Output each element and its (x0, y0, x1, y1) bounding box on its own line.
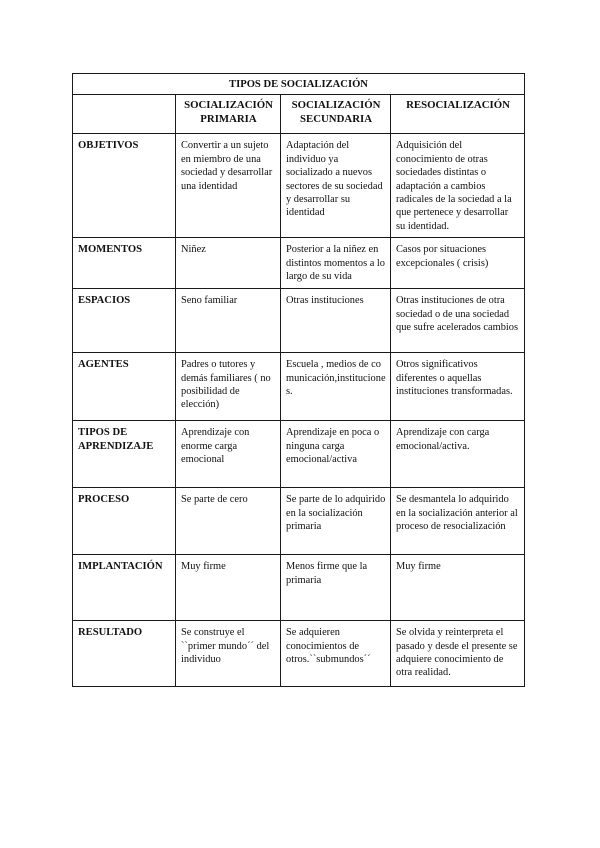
cell-resocializacion: Otras instituciones de otra sociedad o de una sociedad que sufre acelerados cambios (391, 289, 525, 353)
table-row (73, 353, 525, 421)
cell-secundaria: Otras instituciones (281, 289, 391, 353)
cell-primaria: Aprendizaje con enorme carga emocional (176, 421, 281, 488)
row-label: OBJETIVOS (73, 134, 176, 238)
socialization-table (72, 73, 525, 687)
cell-secundaria: Se adquieren conocimientos de otros.``submundos´´ (281, 621, 391, 687)
cell-resocializacion: Aprendizaje con carga emocional/activa. (391, 421, 525, 488)
cell-primaria: Se construye el ``primer mundo´´ del individuo (176, 621, 281, 687)
cell-primaria: Convertir a un sujeto en miembro de una sociedad y desarrollar una identidad (176, 134, 281, 238)
table-row (73, 621, 525, 687)
row-label: AGENTES (73, 353, 176, 421)
cell-resocializacion: Se desmantela lo adquirido en la socialización anterior al proceso de resocialización (391, 488, 525, 555)
cell-secundaria: Escuela , medios de comunicación,instituciones. (281, 353, 391, 421)
cell-resocializacion: Muy firme (391, 555, 525, 621)
header-resocializacion: RESOCIALIZACIÓN (391, 95, 525, 134)
document-page (72, 73, 524, 687)
cell-primaria: Niñez (176, 238, 281, 289)
cell-primaria: Se parte de cero (176, 488, 281, 555)
cell-primaria: Seno familiar (176, 289, 281, 353)
cell-resocializacion: Se olvida y reinterpreta el pasado y desde el presente se adquiere conocimiento de otra realidad. (391, 621, 525, 687)
cell-resocializacion: Casos por situaciones excepcionales ( crisis) (391, 238, 525, 289)
cell-secundaria: Menos firme que la primaria (281, 555, 391, 621)
header-primaria: SOCIALIZACIÓN PRIMARIA (176, 95, 281, 134)
table-row (73, 134, 525, 238)
cell-primaria: Muy firme (176, 555, 281, 621)
row-label: RESULTADO (73, 621, 176, 687)
table-row (73, 238, 525, 289)
table-title-row (73, 74, 525, 95)
row-label: IMPLANTACIÓN (73, 555, 176, 621)
cell-resocializacion: Adquisición del conocimiento de otras sociedades distintas o adaptación a cambios radicales de la sociedad a la que pertenece y desarrollar su identidad. (391, 134, 525, 238)
table-header-row (73, 95, 525, 134)
cell-secundaria: Adaptación del individuo ya socializado a nuevos sectores de su sociedad y desarrollar su identidad (281, 134, 391, 238)
cell-secundaria: Posterior a la niñez en distintos momentos a lo largo de su vida (281, 238, 391, 289)
cell-primaria: Padres o tutores y demás familiares ( no posibilidad de elección) (176, 353, 281, 421)
table-title: TIPOS DE SOCIALIZACIÓN (73, 74, 525, 95)
row-label: PROCESO (73, 488, 176, 555)
row-label: ESPACIOS (73, 289, 176, 353)
cell-secundaria: Se parte de lo adquirido en la socialización primaria (281, 488, 391, 555)
header-secundaria: SOCIALIZACIÓN SECUNDARIA (281, 95, 391, 134)
table-row (73, 555, 525, 621)
cell-secundaria: Aprendizaje en poca o ninguna carga emocional/activa (281, 421, 391, 488)
table-row (73, 421, 525, 488)
row-label: MOMENTOS (73, 238, 176, 289)
header-empty-cell (73, 95, 176, 134)
row-label: TIPOS DE APRENDIZAJE (73, 421, 176, 488)
table-row (73, 289, 525, 353)
cell-resocializacion: Otros significativos diferentes o aquellas instituciones transformadas. (391, 353, 525, 421)
table-row (73, 488, 525, 555)
